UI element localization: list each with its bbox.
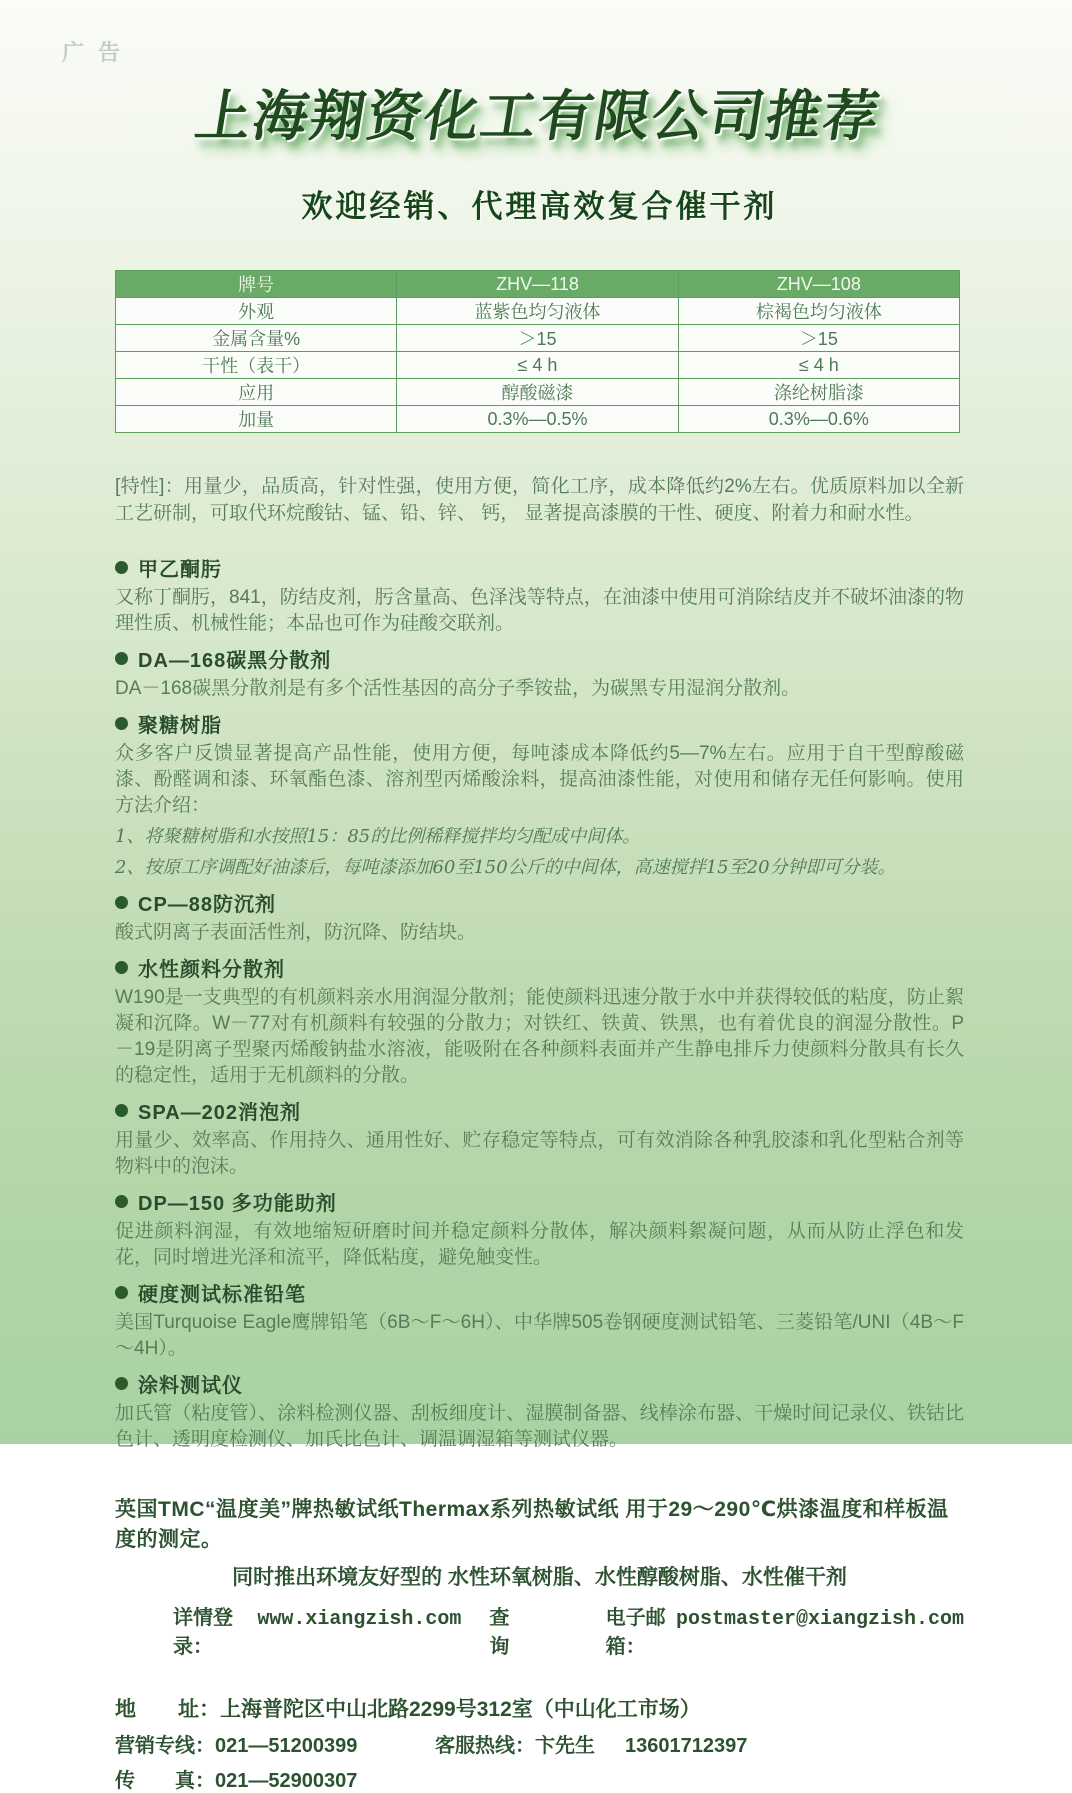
contact-block bbox=[115, 1693, 964, 1793]
service-label: 客服热线： bbox=[435, 1735, 535, 1757]
bullet-icon bbox=[115, 961, 128, 974]
website-label: 详情登录： bbox=[173, 1607, 233, 1658]
cell-application-118: 醇酸磁漆 bbox=[397, 379, 678, 406]
section-body: 众多客户反馈显著提高产品性能，使用方便，每吨漆成本降低约5—7%左右。应用于自干型醇酸磁漆、酚醛调和漆、环氧酯色漆、溶剂型丙烯酸涂料，提高油漆性能，对使用和储存无任何影响。使用方法介绍： bbox=[115, 743, 964, 816]
cell-appearance-108: 棕褐色均匀液体 bbox=[678, 298, 959, 325]
product-spec-table bbox=[115, 270, 960, 433]
promo-block bbox=[115, 1493, 964, 1659]
section-body: 加氏管（粘度管）、涂料检测仪器、刮板细度计、湿膜制备器、线棒涂布器、干燥时间记录仪、铁钴比色计、透明度检测仪、加氏比色计、调温调湿箱等测试仪器。 bbox=[115, 1403, 964, 1450]
fax-row bbox=[115, 1764, 964, 1793]
section-body: W190是一支典型的有机颜料亲水用润湿分散剂；能使颜料迅速分散于水中并获得较低的粘度，防止絮凝和沉降。W－77对有机颜料有较强的分散力；对铁红、铁黄、铁黑，也有着优良的润湿分散性。P－19是阴离子型聚丙烯酸钠盐水溶液，能吸附在各种颜料表面并产生静电排斥力使颜料分散具有长久的稳定性，适用于无机颜料的分散。 bbox=[115, 987, 964, 1086]
section-body: 美国Turquoise Eagle鹰牌铅笔（6B～F～6H）、中华牌505卷钢硬度测试铅笔、三菱铅笔/UNI（4B～F～4H）。 bbox=[115, 1312, 964, 1359]
section-title: 涂料测试仪 bbox=[138, 1375, 243, 1397]
company-title-text: 上海翔资化工有限公司推荐 bbox=[191, 85, 886, 147]
row-label-metal-content: 金属含量% bbox=[116, 325, 397, 352]
section-heading-waterborne-dispersant bbox=[115, 953, 964, 982]
section-heading-cp88 bbox=[115, 888, 964, 917]
table-header-row bbox=[116, 271, 960, 298]
section-heading-spa202 bbox=[115, 1096, 964, 1125]
cell-dosage-118: 0.3%—0.5% bbox=[397, 406, 678, 433]
section-title: DA—168碳黑分散剂 bbox=[138, 650, 332, 672]
section-title: 水性颜料分散剂 bbox=[138, 959, 285, 981]
features-paragraph: [特性]：用量少，品质高，针对性强，使用方便，简化工序，成本降低约2%左右。优质原料加以全新工艺研制，可取代环烷酸钴、锰、铅、锌、 钙， 显著提高漆膜的干性、硬度、附着力和耐水性。 bbox=[115, 476, 964, 524]
section-title: DP—150 多功能助剂 bbox=[138, 1193, 337, 1215]
bullet-icon bbox=[115, 652, 128, 665]
promo-contact-line bbox=[115, 1601, 964, 1659]
company-title bbox=[115, 70, 964, 151]
row-label-application: 应用 bbox=[116, 379, 397, 406]
table-row bbox=[116, 325, 960, 352]
section-body: 酸式阴离子表面活性剂，防沉降、防结块。 bbox=[115, 922, 477, 943]
promo-thermax-line: 英国TMC“温度美”牌热敏试纸Thermax系列热敏试纸 用于29～290℃烘漆温度和样板温度的测定。 bbox=[115, 1498, 949, 1551]
bullet-icon bbox=[115, 717, 128, 730]
email-label: 电子邮箱： bbox=[605, 1607, 666, 1658]
section-title: 甲乙酮肟 bbox=[138, 559, 222, 581]
fax-phone: 021—52900307 bbox=[215, 1770, 358, 1792]
product-sections bbox=[115, 553, 964, 1453]
sales-phone: 021—51200399 bbox=[215, 1735, 358, 1757]
sales-label: 营销专线： bbox=[115, 1735, 215, 1757]
email-address: postmaster@xiangzish.com bbox=[675, 1608, 964, 1631]
section-title: 聚糖树脂 bbox=[138, 715, 222, 737]
fax-label: 传 真： bbox=[115, 1770, 215, 1792]
sales-hotline bbox=[115, 1729, 435, 1758]
section-body: 促进颜料润湿，有效地缩短研磨时间并稳定颜料分散体，解决颜料絮凝问题，从而从防止浮色和发花，同时增进光泽和流平，降低粘度，避免触变性。 bbox=[115, 1221, 964, 1268]
section-body: DA－168碳黑分散剂是有多个活性基因的高分子季铵盐，为碳黑专用湿润分散剂。 bbox=[115, 678, 801, 699]
section-heading-da168 bbox=[115, 644, 964, 673]
section-body: 用量少、效率高、作用持久、通用性好、贮存稳定等特点，可有效消除各种乳胶漆和乳化型粘合剂等物料中的泡沫。 bbox=[115, 1130, 964, 1177]
bullet-icon bbox=[115, 1377, 128, 1390]
col-header-zhv118: ZHV—118 bbox=[397, 271, 678, 298]
table-row bbox=[116, 379, 960, 406]
cell-appearance-118: 蓝紫色均匀液体 bbox=[397, 298, 678, 325]
bullet-icon bbox=[115, 561, 128, 574]
cell-application-108: 涤纶树脂漆 bbox=[678, 379, 959, 406]
website-url: www.xiangzish.com bbox=[257, 1608, 462, 1631]
col-header-zhv108: ZHV—108 bbox=[678, 271, 959, 298]
bullet-icon bbox=[115, 896, 128, 909]
row-label-appearance: 外观 bbox=[116, 298, 397, 325]
service-hotline bbox=[435, 1729, 747, 1758]
bullet-icon bbox=[115, 1195, 128, 1208]
section-body: 又称丁酮肟，841，防结皮剂，肟含量高、色泽浅等特点，在油漆中使用可消除结皮并不破坏油漆的物理性质、机械性能；本品也可作为硅酸交联剂。 bbox=[115, 587, 964, 634]
section-heading-coating-testers bbox=[115, 1369, 964, 1398]
section-heading-hardness-pencils bbox=[115, 1278, 964, 1307]
section-heading-dp150 bbox=[115, 1187, 964, 1216]
query-label: 查询 bbox=[489, 1607, 510, 1658]
col-header-brand: 牌号 bbox=[116, 271, 397, 298]
usage-step-2: 2、按原工序调配好油漆后，每吨漆添加60至150公斤的中间体，高速搅拌15至20分钟即可分装。 bbox=[115, 857, 896, 878]
cell-drying-118: ≤ 4 h bbox=[397, 352, 678, 379]
bullet-icon bbox=[115, 1286, 128, 1299]
section-heading-polysaccharide-resin bbox=[115, 709, 964, 738]
page-subtitle: 欢迎经销、代理高效复合催干剂 bbox=[301, 189, 778, 224]
row-label-dosage: 加量 bbox=[116, 406, 397, 433]
phones-row bbox=[115, 1729, 964, 1758]
row-label-drying: 干性（表干） bbox=[116, 352, 397, 379]
ad-watermark-label: 广告 bbox=[62, 40, 135, 65]
service-contact-name: 卞先生 bbox=[535, 1735, 595, 1757]
table-row bbox=[116, 298, 960, 325]
address-label: 地 址： bbox=[115, 1698, 220, 1721]
usage-step-1: 1、将聚糖树脂和水按照15：85的比例稀释搅拌均匀配成中间体。 bbox=[115, 826, 641, 847]
cell-metal-108: ＞15 bbox=[678, 325, 959, 352]
table-row bbox=[116, 352, 960, 379]
cell-dosage-108: 0.3%—0.6% bbox=[678, 406, 959, 433]
promo-waterborne-line: 同时推出环境友好型的 水性环氧树脂、水性醇酸树脂、水性催干剂 bbox=[232, 1566, 847, 1589]
section-title: 硬度测试标准铅笔 bbox=[138, 1284, 306, 1306]
service-phone: 13601712397 bbox=[625, 1735, 748, 1757]
address-row bbox=[115, 1693, 964, 1723]
section-title: SPA—202消泡剂 bbox=[138, 1102, 302, 1124]
address-value: 上海普陀区中山北路2299号312室（中山化工市场） bbox=[220, 1698, 701, 1721]
cell-metal-118: ＞15 bbox=[397, 325, 678, 352]
cell-drying-108: ≤ 4 h bbox=[678, 352, 959, 379]
table-row bbox=[116, 406, 960, 433]
section-title: CP—88防沉剂 bbox=[138, 894, 277, 916]
bullet-icon bbox=[115, 1104, 128, 1117]
section-heading-ketoxime bbox=[115, 553, 964, 582]
